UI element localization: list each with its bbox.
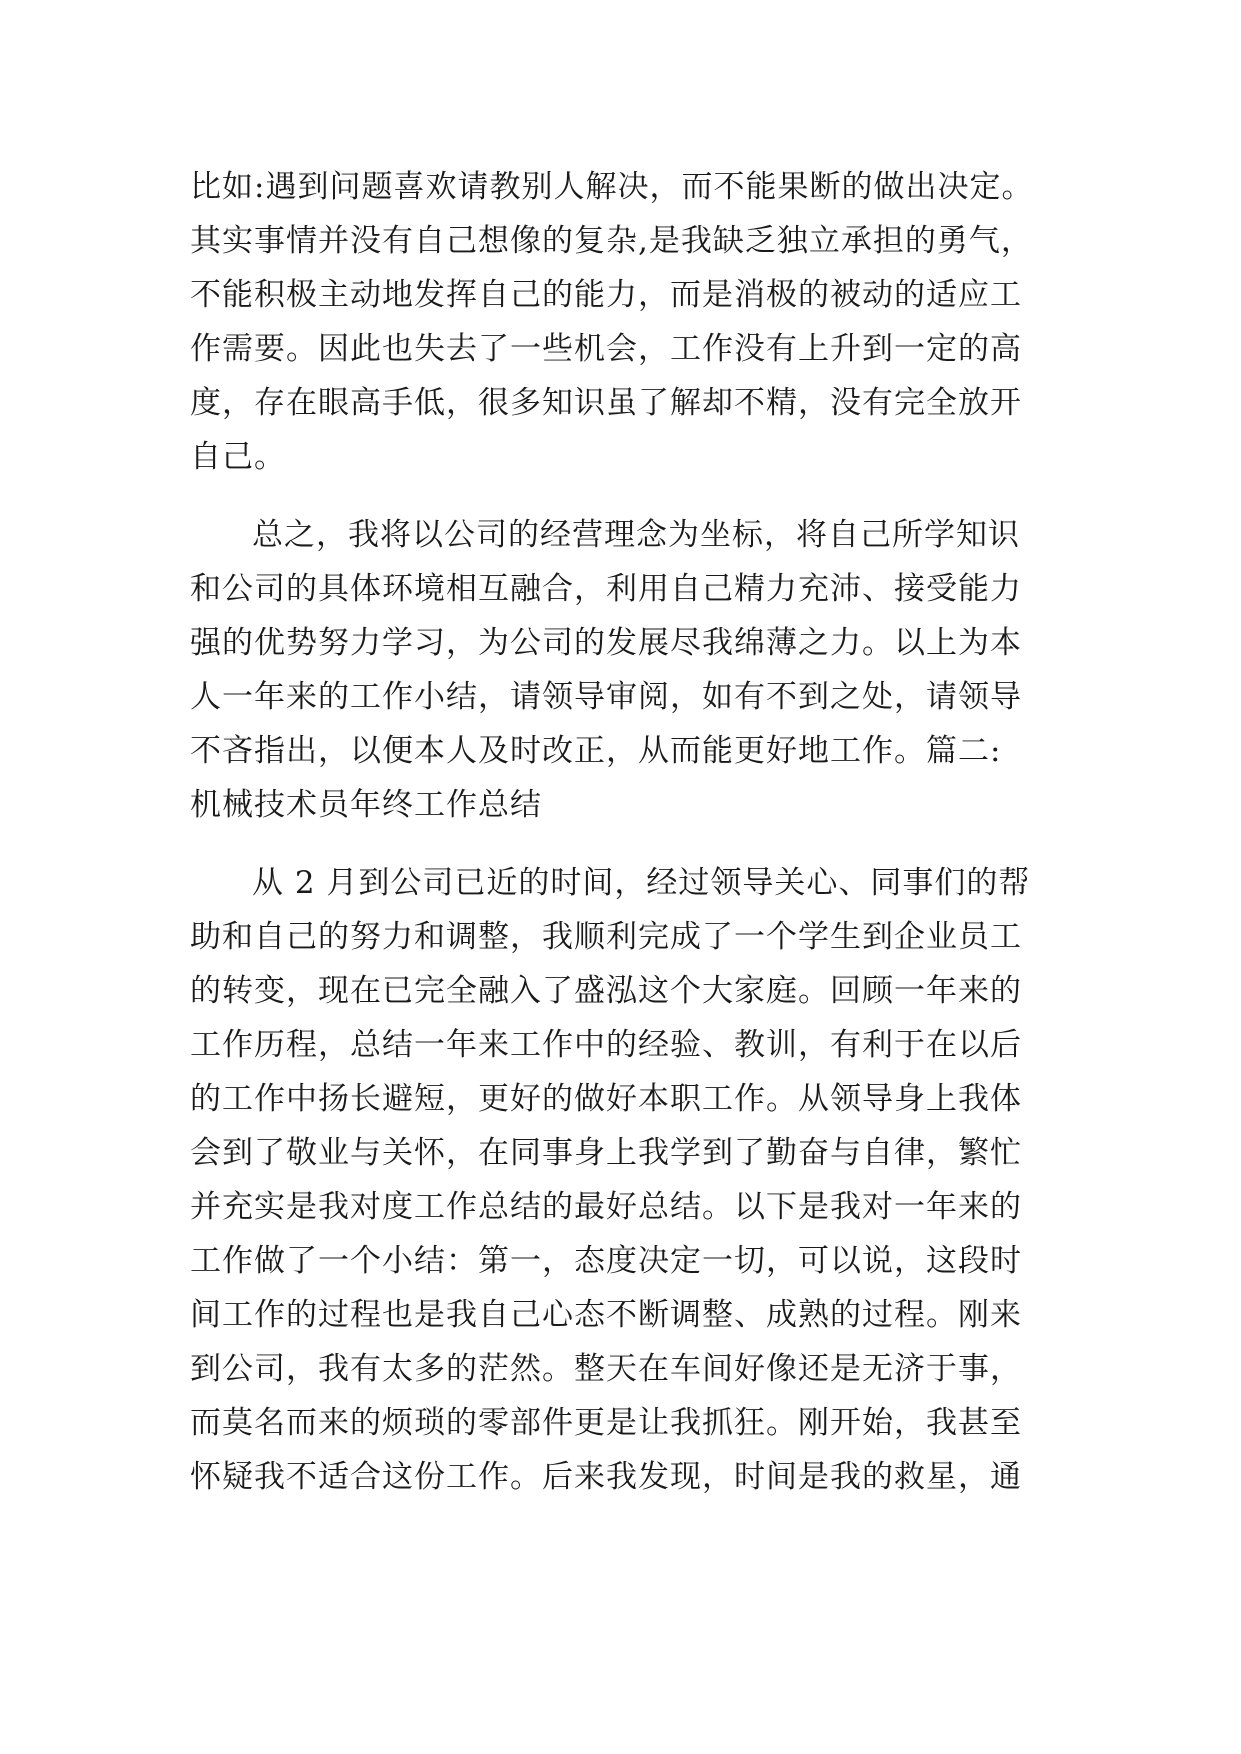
paragraph-3-line: 的工作中扬长避短，更好的做好本职工作。从领导身上我体 (190, 1081, 1022, 1117)
paragraph-2-line: 不吝指出，以便本人及时改正，从而能更好地工作。篇二: (190, 733, 1002, 769)
paragraph-2 (190, 508, 1080, 832)
paragraph-1-line: 作需要。因此也失去了一些机会，工作没有上升到一定的高 (190, 331, 1022, 367)
paragraph-2-first-line: 总之，我将以公司的经营理念为坐标，将自己所学知识 (252, 517, 1020, 553)
paragraph-3-line: 并充实是我对度工作总结的最好总结。以下是我对一年来的 (190, 1189, 1022, 1225)
paragraph-3-line: 间工作的过程也是我自己心态不断调整、成熟的过程。刚来 (190, 1297, 1022, 1333)
paragraph-3-line: 工作做了一个小结：第一，态度决定一切，可以说，这段时 (190, 1243, 1022, 1279)
paragraph-1-line: 不能积极主动地发挥自己的能力，而是消极的被动的适应工 (190, 277, 1022, 313)
paragraph-spacer (190, 832, 1080, 856)
paragraph-1 (190, 160, 1080, 484)
paragraph-1-line: 度，存在眼高手低，很多知识虽了解却不精，没有完全放开 (190, 385, 1022, 421)
paragraph-2-line: 人一年来的工作小结，请领导审阅，如有不到之处，请领导 (190, 679, 1022, 715)
paragraph-3-line: 而莫名而来的烦琐的零部件更是让我抓狂。刚开始，我甚至 (190, 1405, 1022, 1441)
paragraph-2-section-title-line: 机械技术员年终工作总结 (190, 787, 542, 823)
paragraph-3-line: 怀疑我不适合这份工作。后来我发现，时间是我的救星，通 (190, 1459, 1022, 1495)
paragraph-1-line: 比如:遇到问题喜欢请教别人解决，而不能果断的做出决定。 (190, 169, 1034, 205)
paragraph-3-line: 工作历程，总结一年来工作中的经验、教训，有利于在以后 (190, 1027, 1022, 1063)
paragraph-2-line: 强的优势努力学习，为公司的发展尽我绵薄之力。以上为本 (190, 625, 1022, 661)
paragraph-1-line: 其实事情并没有自己想像的复杂,是我缺乏独立承担的勇气， (190, 223, 1033, 259)
paragraph-3 (190, 856, 1080, 1504)
paragraph-3-line: 到公司，我有太多的茫然。整天在车间好像还是无济于事， (190, 1351, 1022, 1387)
paragraph-3-line: 助和自己的努力和调整，我顺利完成了一个学生到企业员工 (190, 919, 1022, 955)
paragraph-1-line: 自己。 (190, 439, 286, 475)
paragraph-3-line: 会到了敬业与关怀，在同事身上我学到了勤奋与自律，繁忙 (190, 1135, 1022, 1171)
paragraph-2-line: 和公司的具体环境相互融合，利用自己精力充沛、接受能力 (190, 571, 1022, 607)
paragraph-3-line: 的转变，现在已完全融入了盛泓这个大家庭。回顾一年来的 (190, 973, 1022, 1009)
paragraph-3-first-line: 从 2 月到公司已近的时间，经过领导关心、同事们的帮 (252, 865, 1031, 901)
document-body (190, 160, 1080, 1504)
paragraph-spacer (190, 484, 1080, 508)
